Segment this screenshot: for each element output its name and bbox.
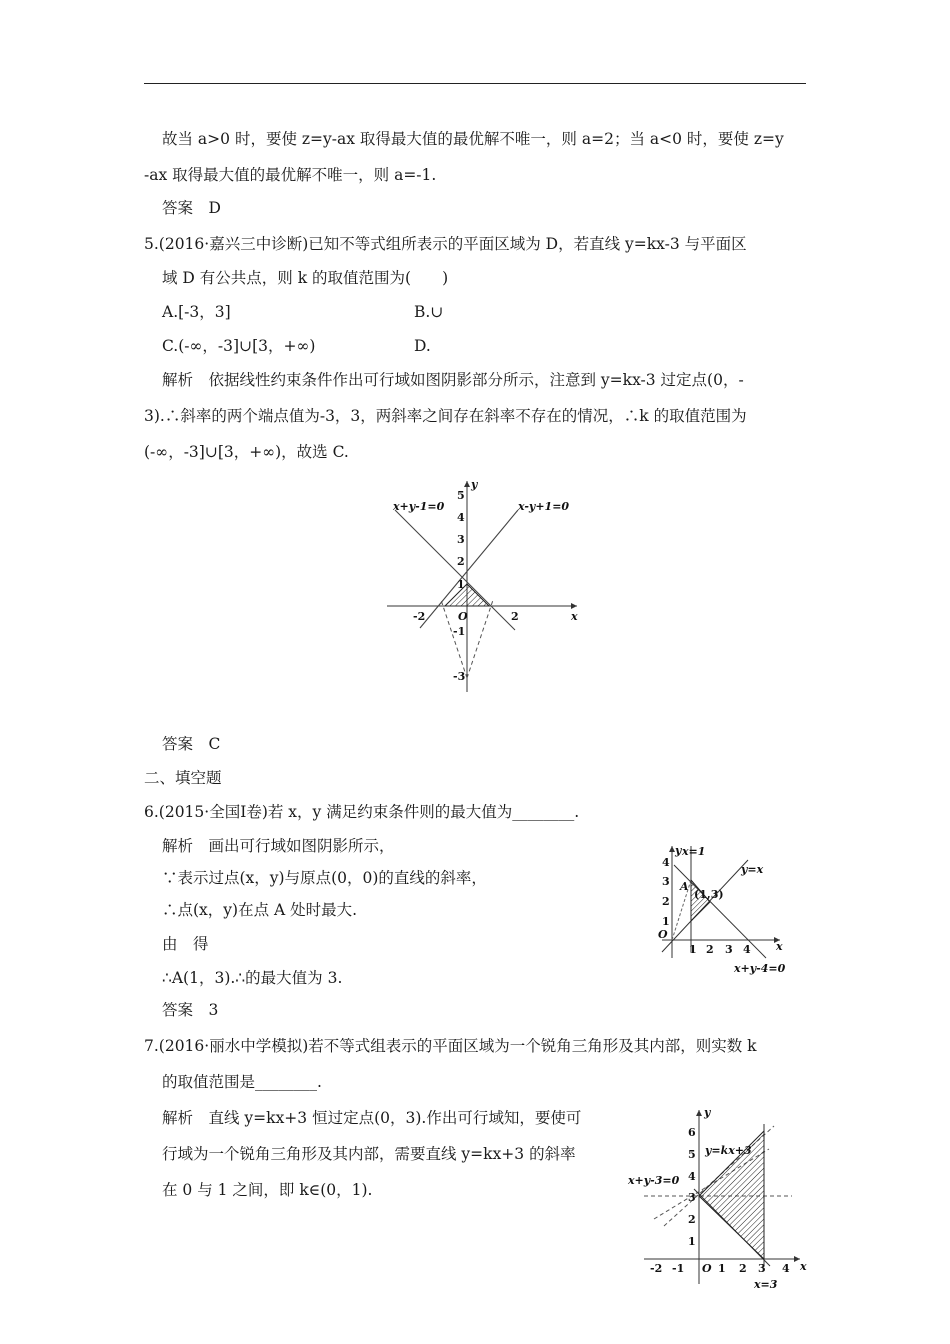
label-point: (1,3) — [694, 888, 724, 901]
x-axis-label: x — [571, 610, 578, 623]
figure-q5 — [385, 478, 585, 696]
y-axis-label: y — [471, 478, 478, 491]
y-tick: -1 — [453, 625, 466, 638]
x-tick: 4 — [743, 943, 751, 956]
solution-text: ∵表示过点(x，y)与原点(0，0)的直线的斜率， — [162, 869, 487, 887]
feasible-region — [445, 584, 489, 606]
x-tick: 3 — [725, 943, 733, 956]
solution-text: ∴A(1，3).∴的最大值为 3. — [162, 969, 343, 987]
label-a: A — [680, 880, 689, 893]
y-tick: 2 — [688, 1213, 696, 1226]
section-heading: 二、填空题 — [144, 769, 222, 787]
origin-label: O — [658, 928, 668, 941]
solution-text: 解析 画出可行域如图阴影所示， — [162, 837, 395, 855]
x-tick: 2 — [511, 610, 519, 623]
y-tick: 3 — [457, 533, 465, 546]
answer-label: 答案 3 — [162, 1001, 219, 1019]
line-x-plus-y-minus-4 — [674, 865, 766, 958]
label-line1: x+y-1=0 — [393, 500, 445, 513]
x-tick: 3 — [758, 1262, 766, 1275]
y-tick: 5 — [457, 489, 465, 502]
answer-label: 答案 D — [162, 199, 221, 217]
origin-label: O — [458, 610, 468, 623]
figure-q7 — [624, 1104, 814, 1294]
x-tick: 2 — [739, 1262, 747, 1275]
option-c: C.(-∞，-3]∪[3，+∞) — [162, 337, 316, 355]
x-tick: 1 — [718, 1262, 726, 1275]
x-tick: -1 — [672, 1262, 685, 1275]
label-x-eq-1: x=1 — [682, 845, 706, 858]
y-tick: -3 — [453, 670, 466, 683]
y-tick: 1 — [662, 915, 670, 928]
x-axis-label: x — [776, 940, 783, 953]
y-tick: 4 — [457, 511, 465, 524]
y-tick: 2 — [457, 555, 465, 568]
y-axis-label: y — [675, 844, 682, 857]
solution-text: (-∞，-3]∪[3，+∞)，故选 C. — [144, 443, 349, 461]
label-line: x+y-3=0 — [628, 1174, 680, 1187]
label-line: x+y-4=0 — [734, 962, 786, 975]
origin-label: O — [702, 1262, 712, 1275]
header-rule — [144, 83, 806, 84]
figure-q6 — [648, 840, 798, 978]
x-tick: -2 — [650, 1262, 663, 1275]
x-axis-label: x — [800, 1260, 807, 1273]
y-tick: 1 — [457, 578, 465, 591]
option-d: D. — [414, 337, 431, 355]
solution-text: 由 得 — [162, 935, 209, 953]
question-7: 7.(2016·丽水中学模拟)若不等式组表示的平面区域为一个锐角三角形及其内部，则实数 k — [144, 1037, 757, 1055]
dashed-line-k-3 — [467, 600, 493, 678]
y-tick: 2 — [662, 895, 670, 908]
label-kline: y=kx+3 — [705, 1144, 752, 1157]
y-tick: 3 — [688, 1191, 696, 1204]
solution-text: 3).∴斜率的两个端点值为-3，3，两斜率之间存在斜率不存在的情况，∴k 的取值范围为 — [144, 407, 747, 425]
question-5: 5.(2016·嘉兴三中诊断)已知不等式组所表示的平面区域为 D，若直线 y=kx-3 与平面区 — [144, 235, 747, 253]
y-tick: 6 — [688, 1126, 696, 1139]
label-y-eq-x: y=x — [741, 863, 764, 876]
solution-text: 行域为一个锐角三角形及其内部，需要直线 y=kx+3 的斜率 — [162, 1145, 576, 1163]
solution-text: 解析 依据线性约束条件作出可行域如图阴影部分所示，注意到 y=kx-3 过定点(0，- — [162, 371, 744, 389]
question-6: 6.(2015·全国Ⅰ卷)若 x，y 满足约束条件则的最大值为________. — [144, 803, 580, 821]
question-7-cont: 的取值范围是________. — [162, 1073, 322, 1091]
option-b: B.∪ — [414, 303, 444, 321]
y-tick: 5 — [688, 1148, 696, 1161]
y-tick: 4 — [662, 856, 670, 869]
label-line2: x-y+1=0 — [518, 500, 570, 513]
answer-label: 答案 C — [162, 735, 221, 753]
option-a: A.[-3，3] — [162, 303, 231, 321]
solution-text: 解析 直线 y=kx+3 恒过定点(0，3).作出可行域知，要使可 — [162, 1109, 582, 1127]
y-tick: 3 — [662, 875, 670, 888]
x-tick: -2 — [413, 610, 426, 623]
solution-text: 故当 a>0 时，要使 z=y-ax 取得最大值的最优解不唯一，则 a=2；当 a<0 时，要使 z=y — [162, 130, 784, 148]
solution-text: 在 0 与 1 之间，即 k∈(0，1). — [162, 1181, 373, 1199]
y-axis-label: y — [704, 1106, 711, 1119]
label-x-eq-3: x=3 — [754, 1278, 778, 1291]
x-tick: 2 — [706, 943, 714, 956]
x-tick: 1 — [689, 943, 697, 956]
line-x-minus-y-plus-1 — [420, 510, 518, 628]
y-tick: 4 — [688, 1170, 696, 1183]
x-tick: 4 — [782, 1262, 790, 1275]
solution-text: ∴点(x，y)在点 A 处时最大. — [162, 901, 358, 919]
y-tick: 1 — [688, 1235, 696, 1248]
solution-text: -ax 取得最大值的最优解不唯一，则 a=-1. — [144, 166, 437, 184]
question-5-cont: 域 D 有公共点，则 k 的取值范围为( ) — [162, 269, 449, 287]
